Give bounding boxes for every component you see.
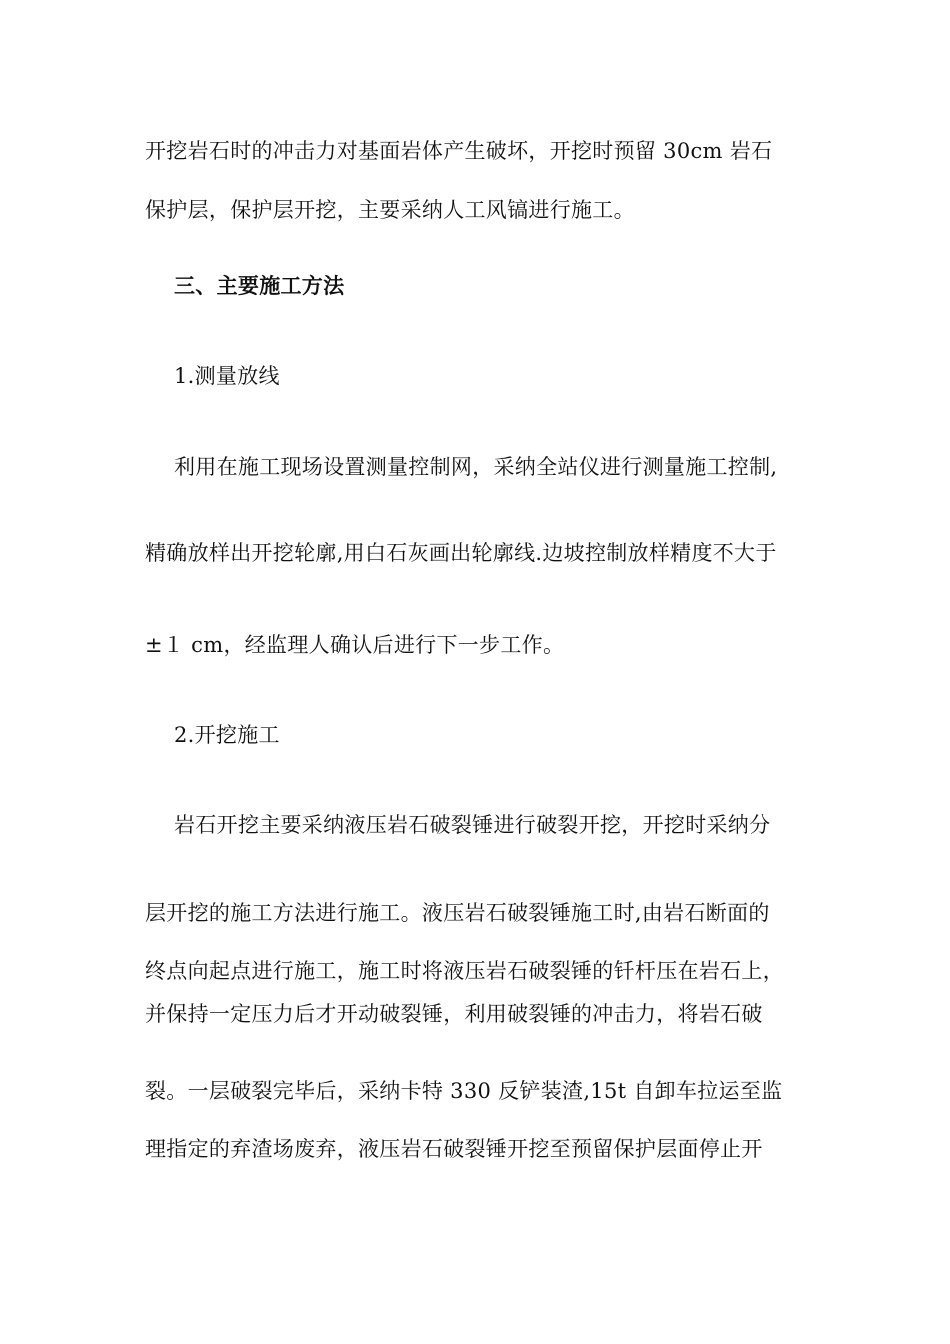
paragraph-line: 保护层，保护层开挖，主要采纳人工风镐进行施工。	[145, 198, 635, 222]
paragraph-line: 裂。一层破裂完毕后，采纳卡特 330 反铲装渣,15t 自卸车拉运至监	[145, 1079, 783, 1103]
subsection-heading: 2.开挖施工	[174, 723, 280, 747]
paragraph-line: 利用在施工现场设置测量控制网，采纳全站仪进行测量施工控制,	[174, 455, 778, 479]
paragraph-line: 岩石开挖主要采纳液压岩石破裂锤进行破裂开挖，开挖时采纳分	[174, 813, 771, 837]
paragraph-line: ±１ cm，经监理人确认后进行下一步工作。	[145, 633, 565, 657]
paragraph-line: 精确放样出开挖轮廓,用白石灰画出轮廓线.边坡控制放样精度不大于	[145, 541, 777, 565]
subsection-heading: 1.测量放线	[174, 364, 280, 388]
paragraph-line: 理指定的弃渣场废弃，液压岩石破裂锤开挖至预留保护层面停止开	[145, 1137, 763, 1161]
paragraph-line: 并保持一定压力后才开动破裂锤，利用破裂锤的冲击力，将岩石破	[145, 1002, 763, 1026]
section-heading: 三、主要施工方法	[174, 273, 345, 298]
paragraph-line: 层开挖的施工方法进行施工。液压岩石破裂锤施工时,由岩石断面的	[145, 901, 770, 925]
paragraph-line: 终点向起点进行施工，施工时将液压岩石破裂锤的钎杆压在岩石上，	[145, 959, 784, 983]
paragraph-line: 开挖岩石时的冲击力对基面岩体产生破坏，开挖时预留 30cm 岩石	[145, 139, 773, 163]
